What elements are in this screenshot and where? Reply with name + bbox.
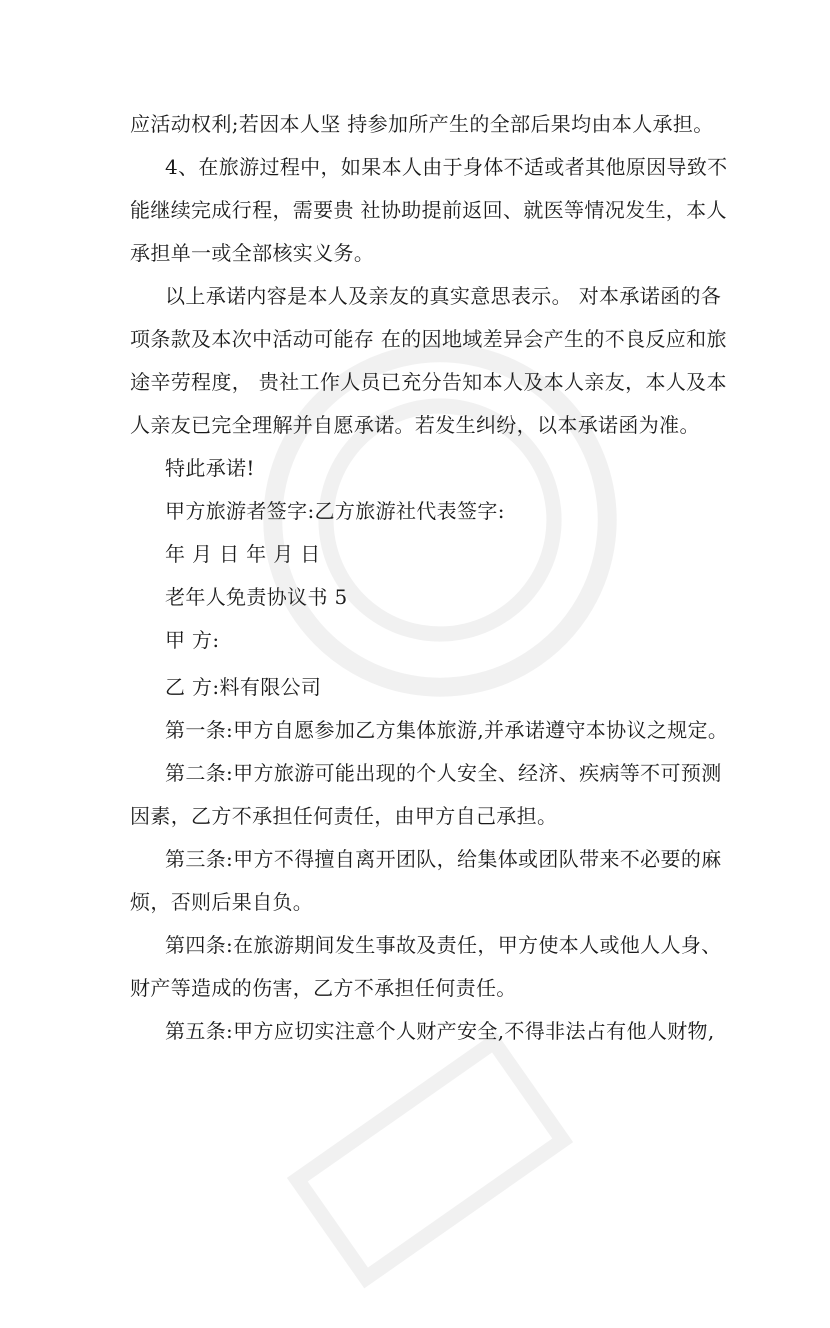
- text-line-17: 因素，乙方不承担任何责任，由甲方自己承担。: [130, 804, 558, 828]
- text-line-13: 甲 方:: [165, 628, 220, 652]
- text-line-22: 第五条:甲方应切实注意个人财产安全,不得非法占有他人财物,: [165, 1019, 715, 1043]
- text-line-7: 途辛劳程度， 贵社工作人员已充分告知本人及本人亲友，本人及本: [130, 370, 727, 394]
- text-line-2: 4、在旅游过程中，如果本人由于身体不适或者其他原因导致不: [165, 155, 728, 179]
- text-line-14: 乙 方:料有限公司: [165, 675, 322, 699]
- text-line-6: 项条款及本次中活动可能存 在的因地域差异会产生的不良反应和旅: [130, 327, 727, 351]
- text-line-19: 烦，否则后果自负。: [130, 890, 314, 914]
- text-line-16: 第二条:甲方旅游可能出现的个人安全、经济、疾病等不可预测: [165, 761, 722, 785]
- text-line-4: 承担单一或全部核实义务。: [130, 241, 375, 265]
- text-line-9: 特此承诺!: [165, 456, 255, 480]
- text-line-20: 第四条:在旅游期间发生事故及责任，甲方使本人或他人人身、: [165, 933, 722, 957]
- text-line-10: 甲方旅游者签字:乙方旅游社代表签字:: [165, 499, 505, 523]
- text-line-18: 第三条:甲方不得擅自离开团队，给集体或团队带来不必要的麻: [165, 847, 722, 871]
- text-line-12: 老年人免责协议书 5: [165, 585, 348, 609]
- text-line-3: 能继续完成行程，需要贵 社协助提前返回、就医等情况发生，本人: [130, 198, 727, 222]
- text-line-8: 人亲友已完全理解并自愿承诺。若发生纠纷，以本承诺函为准。: [130, 413, 700, 437]
- text-line-15: 第一条:甲方自愿参加乙方集体旅游,并承诺遵守本协议之规定。: [165, 718, 729, 742]
- text-line-21: 财产等造成的伤害，乙方不承担任何责任。: [130, 976, 517, 1000]
- text-line-1: 应活动权利;若因本人坚 持参加所产生的全部后果均由本人承担。: [130, 112, 714, 136]
- text-line-5: 以上承诺内容是本人及亲友的真实意思表示。 对本承诺函的各: [165, 284, 722, 308]
- text-line-11: 年 月 日 年 月 日: [165, 542, 321, 566]
